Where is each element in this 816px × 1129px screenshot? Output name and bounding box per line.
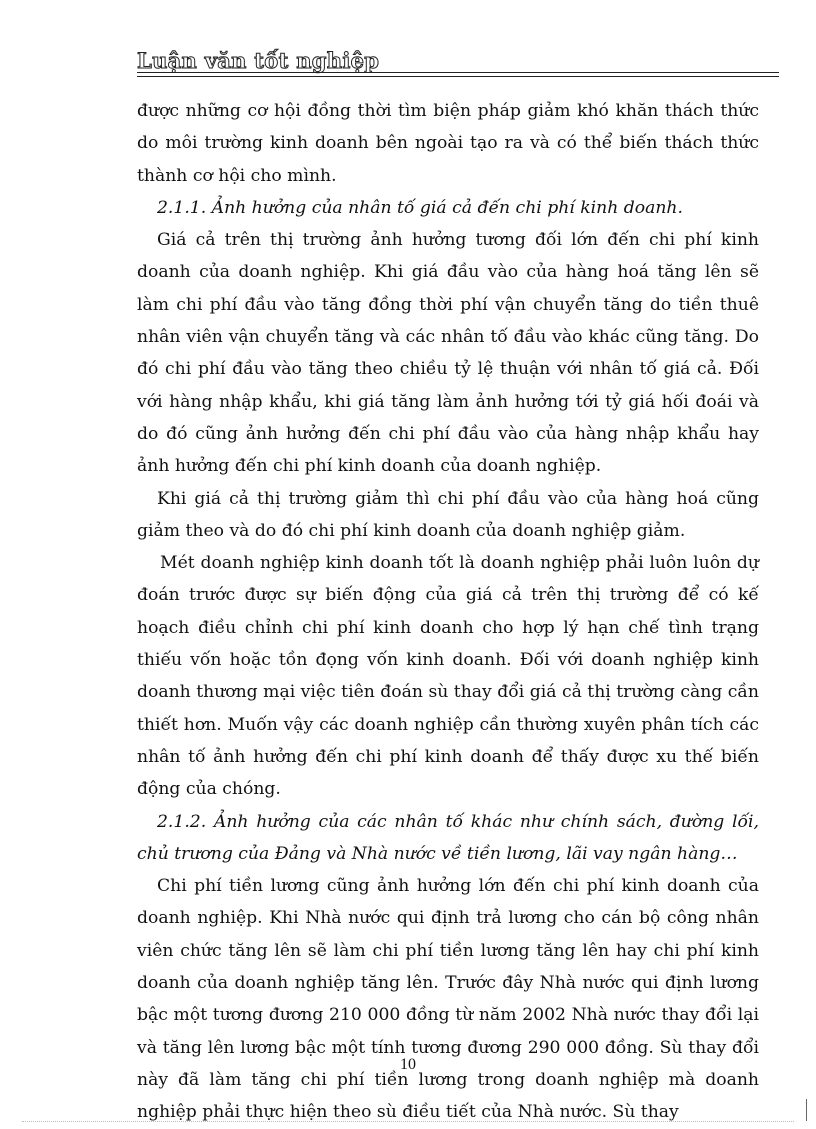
paragraph-wage-cost: Chi phí tiền lương cũng ảnh hưởng lớn đến chi phí kinh doanh của doanh nghiệp. Khi Nhà nước qui định trả lương cho cán bộ công nhân viên chức tăng lên sẽ làm chi phí tiền lương tăng lên hay chi phí kinh doanh của doanh nghiệp tăng lên. Trước đây Nhà nước qui định lương bậc một tương đương 210 000 đồng từ năm 2002 Nhà nước thay đổi lại và tăng lên lương bậc một tính tương đương 290 000 đồng. Sù thay đổi này đã làm tăng chi phí tiền lương trong doanh nghiệp mà doanh nghiệp phải thực hiện theo sù điều tiết của Nhà nước. Sù thay [137,876,759,1123]
body-text [137,95,759,1129]
page-number: 10 [400,1056,416,1073]
paragraph-forecasting: Mét doanh nghiệp kinh doanh tốt là doanh nghiệp phải luôn luôn dự đoán trước được sự biến động của giá cả trên thị trường để có kế hoạch điều chỉnh chi phí kinh doanh cho hợp lý hạn chế tình trạng thiếu vốn hoặc tồn đọng vốn kinh doanh. Đối với doanh nghiệp kinh doanh thương mại việc tiên đoán sù thay đổi giá cả thị trường càng cần thiết hơn. Muốn vậy các doanh nghiệp cần thường xuyên phân tích các nhân tố ảnh hưởng đến chi phí kinh doanh để thấy được xu thế biến động của chóng. [137,553,759,800]
page-corner-mark [806,1099,807,1121]
paragraph-price-impact: Giá cả trên thị trường ảnh hưởng tương đối lớn đến chi phí kinh doanh của doanh nghiệp. Khi giá đầu vào của hàng hoá tăng lên sẽ làm chi phí đầu vào tăng đồng thời phí vận chuyển tăng do tiền thuê nhân viên vận chuyển tăng và các nhân tố đầu vào khác cũng tăng. Do đó chi phí đầu vào tăng theo chiều tỷ lệ thuận với nhân tố giá cả. Đối với hàng nhập khẩu, khi giá tăng làm ảnh hưởng tới tỷ giá hối đoái và do đó cũng ảnh hưởng đến chi phí đầu vào của hàng nhập khẩu hay ảnh hưởng đến chi phí kinh doanh của doanh nghiệp. [137,230,759,477]
paragraph-continuation: được những cơ hội đồng thời tìm biện pháp giảm khó khăn thách thức do môi trường kinh doanh bên ngoài tạo ra và có thể biến thách thức thành cơ hội cho mình. [137,101,759,186]
header-rule-bottom [137,76,779,77]
page-edge-divider [22,1121,794,1122]
section-heading-2-1-1: 2.1.1. Ảnh hưởng của nhân tố giá cả đến chi phí kinh doanh. [157,197,683,218]
header-rule-top [137,72,779,73]
section-heading-2-1-2: 2.1.2. Ảnh hưởng của các nhân tố khác như chính sách, đường lối, chủ trương của Đảng và Nhà nước về tiền lương, lãi vay ngân hàng… [137,811,759,864]
paragraph-price-decrease: Khi giá cả thị trường giảm thì chi phí đầu vào của hàng hoá cũng giảm theo và do đó chi phí kinh doanh của doanh nghiệp giảm. [137,488,759,541]
header-title: Luận văn tốt nghiệp [137,48,380,73]
